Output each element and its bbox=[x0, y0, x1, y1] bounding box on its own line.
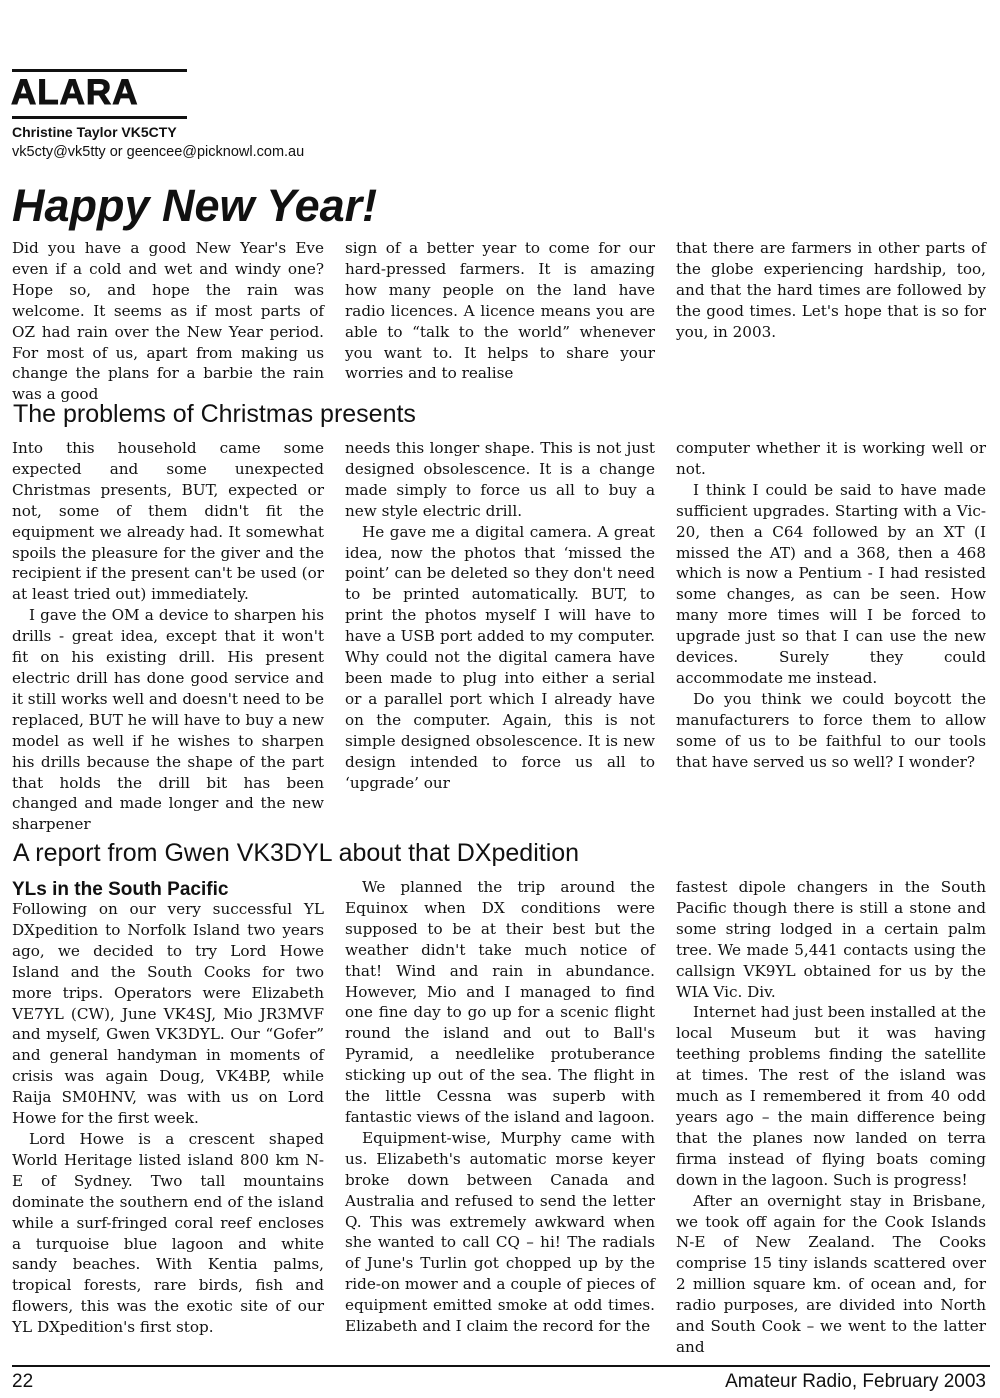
article-paragraph: Internet had just been installed at the local Museum but it was having teething problems finding the satellite at times. The rest of the island was much as I remembered it from 40 odd years ago – the main difference being that the planes now landed on terra firma instead of flying boats coming down in the lagoon. Such is progress! bbox=[676, 1003, 986, 1189]
publication-line: Amateur Radio, February 2003 bbox=[725, 1371, 986, 1392]
article-paragraph: I gave the OM a device to sharpen his drills - great idea, except that it won't fit on his existing drill. His present electric drill has done good service and it still works well and doesn't need to be replaced, BUT he will have to buy a new model as well if he wishes to sharpen his drills because the shape of the part that holds the drill bit has been changed and made longer and the new sharpener bbox=[12, 606, 324, 834]
article-paragraph: Following on our very successful YL DXpedition to Norfolk Island two years ago, we decided to try Lord Howe Island and the South Cooks for two more trips. Operators were Elizabeth VE7YL (CW), June VK4SJ, Mio JR3MVF and myself, Gwen VK3DYL. Our “Gofer” and general handyman in moments of crisis was again Doug, VK4BP, while Raija SM0HNV, was with us on Lord Howe for the first week. bbox=[12, 900, 324, 1128]
author-emails: vk5cty@vk5tty or geencee@picknowl.com.au bbox=[12, 144, 305, 160]
page-number: 22 bbox=[12, 1371, 34, 1392]
article-paragraph: Lord Howe is a crescent shaped World Heritage listed island 800 km N-E of Sydney. Two tall mountains dominate the southern end of the island while a surf-fringed coral reef encloses a turquoise blue lagoon and white sandy beaches. With Kentia palms, tropical forests, rare birds, fish and flowers, this was the exotic site of our YL DXpedition's first stop. bbox=[12, 1129, 324, 1337]
intro-column-3 bbox=[676, 238, 986, 343]
article-paragraph: computer whether it is working well or not. bbox=[676, 439, 986, 478]
dxpedition-column-2 bbox=[345, 877, 655, 1337]
intro-column-1 bbox=[12, 238, 324, 405]
dxpedition-column-1 bbox=[12, 878, 324, 1338]
article-paragraph: We planned the trip around the Equinox when DX conditions were supposed to be at their best but the weather didn't take much notice of that! Wind and rain in abundance. However, Mio and I managed to find one fine day to go up for a scenic flight round the island and out to Ball's Pyramid, a needlelike protuberance sticking up out of the sea. The flight in the little Cessna was superb with fantastic views of the island and lagoon. bbox=[345, 878, 655, 1126]
article-paragraph: Equipment-wise, Murphy came with us. Elizabeth's automatic morse keyer broke down between Canada and Australia and refused to send the letter Q. This was extremely awkward when she wanted to call CQ – hi! The radials of June's Turlin got chopped up by the ride-on mower and a couple of pieces of equipment emitted smoke at odd times. Elizabeth and I claim the record for the bbox=[345, 1128, 655, 1336]
intro-paragraph: that there are farmers in other parts of the globe experiencing hardship, too, and that the hard times are followed by the good times. Let's hope that is so for you, in 2003. bbox=[676, 239, 986, 341]
header-bottom-rule bbox=[12, 116, 187, 119]
article-paragraph: Do you think we could boycott the manufacturers to force them to allow some of us to be faithful to our tools that have served us so well? I wonder? bbox=[676, 689, 986, 771]
footer-rule bbox=[12, 1365, 990, 1367]
article-paragraph: He gave me a digital camera. A great idea, now the photos that ‘missed the point’ can be deleted so they don't need to be printed automatically. BUT, to print the photos myself I will have to have a USB port added to my computer. Why could not the digital camera have been made to plug into either a serial or a parallel port which I already have on the computer. Again, this is not simple designed obsolescence. It is new design intended to force us all to ‘upgrade’ our bbox=[345, 522, 655, 792]
christmas-column-2 bbox=[345, 438, 655, 793]
author-name: Christine Taylor VK5CTY bbox=[12, 124, 177, 140]
article-paragraph: I think I could be said to have made sufficient upgrades. Starting with a Vic-20, then a C64 followed by an XT (I missed the AT) and a 368, then a 468 which is now a Pentium - I had resisted some changes, as can be seen. How many more times will I be forced to upgrade just so that I can use the new devices. Surely they could accommodate me instead. bbox=[676, 480, 986, 687]
article-paragraph: Into this household came some expected and some unexpected Christmas presents, BUT, expected or not, some of them didn't fit the equipment we already had. It somewhat spoils the pleasure for the giver and the recipient if the present can't be used (or at least tried out) immediately. bbox=[12, 439, 324, 604]
christmas-column-3 bbox=[676, 438, 986, 773]
section-heading-dxpedition: A report from Gwen VK3DYL about that DXpedition bbox=[13, 839, 580, 867]
intro-column-2 bbox=[345, 238, 655, 384]
dxpedition-column-3 bbox=[676, 877, 986, 1358]
christmas-column-1 bbox=[12, 438, 324, 835]
article-paragraph: fastest dipole changers in the South Pacific though there is still a stone and some string lodged in a certain palm tree. We made 5,441 contacts using the callsign VK9YL obtained for us by the WIA Vic. Div. bbox=[676, 878, 986, 1001]
intro-paragraph: sign of a better year to come for our hard-pressed farmers. It is amazing how many people on the land have radio licences. A licence means you are able to “talk to the world” whenever you want to. It helps to share your worries and to realise bbox=[345, 239, 655, 383]
section-label: ALARA bbox=[11, 73, 139, 112]
intro-paragraph: Did you have a good New Year's Eve even if a cold and wet and windy one? Hope so, and hope the rain was welcome. It seems as if most parts of OZ had rain over the New Year period. For most of us, apart from making us change the plans for a barbie the rain was a good bbox=[12, 239, 324, 404]
subheading: YLs in the South Pacific bbox=[12, 879, 229, 900]
page-title: Happy New Year! bbox=[12, 180, 378, 231]
article-paragraph: After an overnight stay in Brisbane, we took off again for the Cook Islands N-E of New Zealand. The Cooks comprise 15 tiny islands scattered over 2 million square km. of ocean and, for radio purposes, are divided into North and South Cook – we went to the latter and bbox=[676, 1191, 986, 1356]
article-paragraph: needs this longer shape. This is not just designed obsolescence. It is a change made simply to force us all to buy a new style electric drill. bbox=[345, 439, 655, 520]
section-heading-christmas: The problems of Christmas presents bbox=[13, 400, 416, 428]
